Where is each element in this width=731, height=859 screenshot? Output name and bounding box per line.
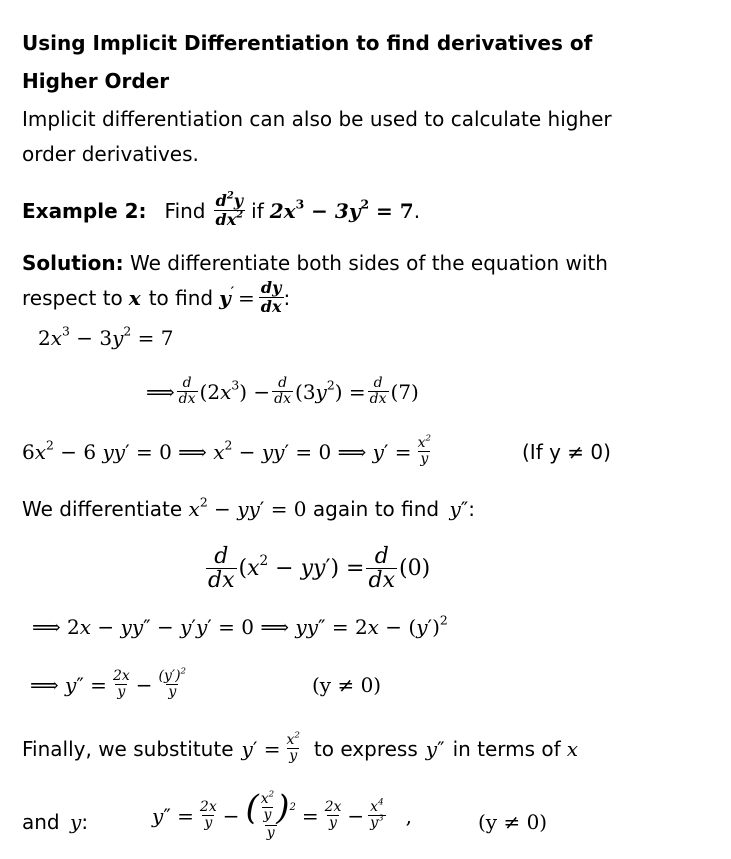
- condition-y-nonzero-2: (y ≠ 0): [478, 810, 548, 834]
- if-word: if: [251, 199, 264, 223]
- example-2-statement: [22, 188, 420, 234]
- solution-line-2: respect to x to find y′ = $\frac{dy}{dx}$ :: [22, 278, 291, 317]
- find-word: Find: [164, 199, 206, 223]
- intro-line-2: order derivatives.: [22, 142, 199, 166]
- condition-if-y-nonzero: (If y ≠ 0): [522, 440, 611, 464]
- y-prime: y′: [219, 283, 235, 310]
- heading-line-2: Higher Order: [22, 69, 170, 93]
- given-equation: $2x^3 - 3y^2 = 7$: [269, 196, 414, 223]
- d2y-dx2-fraction: $d^2y$ $dx^2$: [215, 190, 244, 230]
- to-find-text: to find: [148, 286, 214, 310]
- equation-y-double-prime: ⟹ y″ = $\frac{2x}{y}$ − $\frac{(y')^2}{y}$: [30, 666, 187, 701]
- equation-second-differentiation: d dx $(x^2 - yy')$ = $\frac{d}{dx}$ (0): [208, 543, 431, 593]
- intro-line-1: Implicit differentiation can also be used to calculate higher: [22, 107, 612, 131]
- solution-line-1: [22, 251, 608, 275]
- condition-y-nonzero-1: (y ≠ 0): [312, 673, 382, 697]
- finally-substitute-line: Finally, we substitute y′ = $\frac{x^2}{y}$ to express y″ in terms of x: [22, 730, 578, 765]
- equation-first-derivative: $6x^2 - 6$ yy′ = 0 ⟹ $x^2 - yy' = 0$ ⟹ y′ = $\frac{x^2}{y}$: [22, 433, 431, 468]
- example-label: Example 2:: [22, 199, 147, 223]
- variable-x: x: [128, 286, 141, 310]
- differentiate-again-line: We differentiate $x^2 - yy' = 0$ again to find y″:: [22, 494, 476, 521]
- solution-label: Solution:: [22, 251, 124, 275]
- equation-differentiated: ⟹ d dx $(2x^3)$ − $\frac{d}{dx}$ $(3y^2)$ = $\frac{d}{dx}$ (7): [146, 375, 419, 408]
- colon: :: [283, 286, 291, 310]
- equation-final-result: y″ = $\frac{2x}{y}$ − ( $x^2$ y ) 2 y = $\frac{2x}{y}$ − $\frac{x^4}{y^3}$ ,: [152, 787, 412, 841]
- solution-text-1: We differentiate both sides of the equation with: [130, 251, 608, 275]
- equation-second-derivative-expanded: ⟹ 2x − yy″ − y′y′ = 0 ⟹ $yy'' = 2x - (y')^2$: [32, 612, 448, 639]
- respect-to-text: respect to: [22, 286, 123, 310]
- heading-line-1: Using Implicit Differentiation to find derivatives of: [22, 31, 593, 55]
- dy-dx-fraction: $\frac{dy}{dx}$: [260, 278, 282, 317]
- period: .: [413, 199, 421, 223]
- and-y-label: and y:: [22, 810, 89, 834]
- equation-given: $2x^3 - 3y^2 = 7$: [38, 323, 174, 350]
